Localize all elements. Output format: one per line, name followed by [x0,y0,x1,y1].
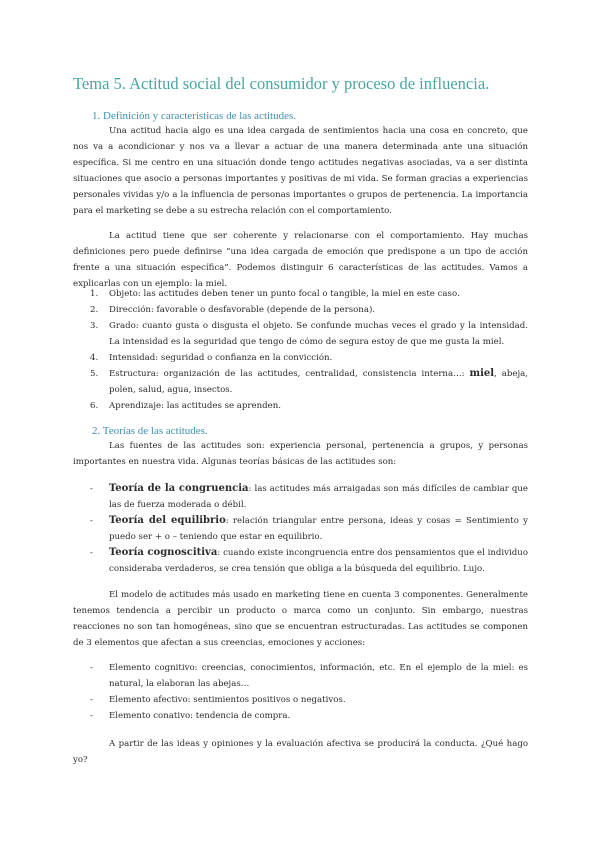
list-item [73,286,528,302]
page-title: Tema 5. Actitud social del consumidor y proceso de influencia. [73,74,490,93]
list-item [73,350,528,366]
list-number: 4. [90,353,99,363]
list-dash: - [90,516,93,526]
section-2-paragraph-2: El modelo de actitudes más usado en marketing tiene en cuenta 3 componentes. Generalmente tenemos tendencia a percibir un producto o marca como un conjunto. Sin embargo, nuestras reacciones no son tan homogéneas, sino que se encuentran estructuradas. Las actitudes se componen de 3 elementos que afectan a sus creencias, emociones y acciones: [73,590,528,648]
section-2-heading: 2. Teorías de las actitudes. [92,425,208,437]
list-dash: - [90,663,93,673]
list-text: Aprendizaje: las actitudes se aprenden. [109,401,282,411]
list-text-bold: miel [469,368,495,379]
list-item [73,398,528,414]
list-text: Dirección: favorable o desfavorable (depende de la persona). [109,305,376,315]
section-1-paragraph-1: Una actitud hacia algo es una idea cargada de sentimientos hacia una cosa en concreto, que nos va a acondicionar y nos va a llevar a actuar de una manera determinada ante una situación específica. Si me centro en una situación donde tengo actitudes negativas asociadas, va a ser distinta situaciones que asocio a personas importantes y positivas de mi vida. Se forman gracias a experiencias personales vividas y/o a la influencia de personas importantes o grupos de pertenencia. La importancia para el marketing se debe a su estrecha relación con el comportamiento. [73,126,528,216]
list-dash: - [90,711,93,721]
list-text: Elemento cognitivo: creencias, conocimientos, información, etc. En el ejemplo de la miel: es natural, la elaboran las abejas… [109,663,528,689]
section-2-paragraph-1: Las fuentes de las actitudes son: experiencia personal, pertenencia a grupos, y personas importantes en nuestra vida. Algunas teorías básicas de las actitudes son: [73,441,528,467]
list-text: Grado: cuanto gusta o disgusta el objeto. Se confunde muchas veces el grado y la intensidad. La intensidad es la seguridad que tengo de cómo de segura estoy de que me gusta la miel. [109,321,528,347]
list-number: 3. [90,321,99,331]
list-number: 6. [90,401,99,411]
list-item [73,545,528,577]
list-item [73,302,528,318]
theory-name: Teoría del equilibrio [109,515,226,526]
list-text [109,366,528,398]
list-text [109,545,528,577]
list-item [73,708,528,724]
list-item [73,481,528,513]
list-text: Elemento conativo: tendencia de compra. [109,711,291,721]
list-text [109,481,528,513]
list-text: Intensidad: seguridad o confianza en la convicción. [109,353,333,363]
list-number: 2. [90,305,99,315]
list-item [73,366,528,398]
list-number: 5. [90,369,99,379]
list-item [73,660,528,692]
list-text-a: Estructura: organización de las actitudes, centralidad, consistencia interna…: [109,369,470,379]
list-text [109,513,528,545]
list-dash: - [90,484,93,494]
list-text: Elemento afectivo: sentimientos positivos o negativos. [109,695,346,705]
list-item [73,318,528,350]
list-text: Objeto: las actitudes deben tener un punto focal o tangible, la miel en este caso. [109,289,460,299]
theory-text: : cuando existe incongruencia entre dos pensamientos que el individuo consideraba verdaderos, se crea tensión que obliga a la búsqueda del equilibrio. Lujo. [109,548,528,574]
list-text-b: , abeja, polen, salud, agua, insectos. [109,369,528,395]
theory-name: Teoría cognoscitiva [109,547,218,558]
list-number: 1. [90,289,99,299]
section-1-heading: 1. Definición y características de las actitudes. [92,110,297,122]
list-dash: - [90,548,93,558]
list-dash: - [90,695,93,705]
theory-text: : las actitudes más arraigadas son más difíciles de cambiar que las de fuerza moderada o débil. [109,484,529,510]
theory-name: Teoría de la congruencia [109,483,249,494]
theory-text: : relación triangular entre persona, ideas y cosas = Sentimiento y puedo ser + o – teniendo que estar en equilibrio. [109,516,528,542]
section-1-paragraph-2: La actitud tiene que ser coherente y relacionarse con el comportamiento. Hay muchas definiciones pero puede definirse “una idea cargada de emoción que predispone a un tipo de acción frente a una situación específica”. Podemos distinguir 6 características de las actitudes. Vamos a explicarlas con un ejemplo: la miel. [73,231,528,289]
list-item [73,513,528,545]
list-item [73,692,528,708]
section-2-paragraph-3: A partir de las ideas y opiniones y la evaluación afectiva se producirá la conducta. ¿Qué hago yo? [73,739,528,765]
